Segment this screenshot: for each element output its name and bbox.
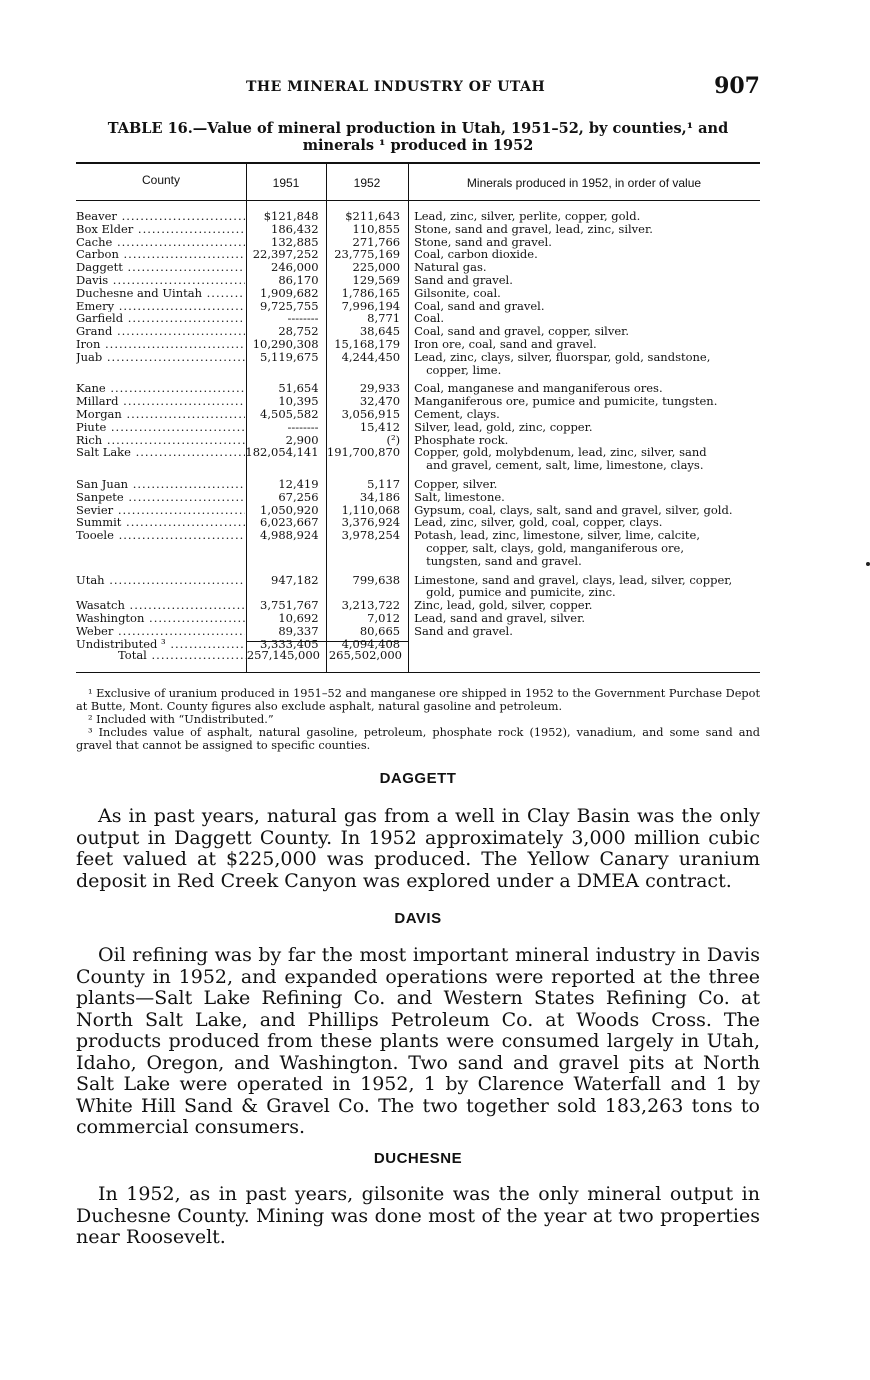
table-row <box>76 274 760 287</box>
value-1951-cell: 12,419 <box>278 476 319 491</box>
minerals-line: Coal, manganese and manganiferous ores. <box>414 381 663 396</box>
county-cell: Emery ..... <box>76 300 245 313</box>
value-1951-cell: 3,751,767 <box>260 598 319 613</box>
table-row <box>76 529 760 567</box>
value-1951-cell: 186,432 <box>271 221 319 236</box>
minerals-line: Stone, sand and gravel. <box>414 234 552 249</box>
county-cell: Box Elder ..... <box>76 223 245 236</box>
minerals-cell <box>404 612 760 625</box>
county-cell: Carbon ..... <box>76 248 245 261</box>
minerals-cell <box>404 274 760 287</box>
minerals-cell <box>404 287 760 300</box>
minerals-line: Potash, lead, zinc, limestone, silver, lime, calcite, <box>414 528 700 543</box>
county-cell: Iron ..... <box>76 338 245 351</box>
county-cell: Rich ..... <box>76 434 245 447</box>
minerals-line: Salt, limestone. <box>414 489 505 504</box>
value-1952-cell: 38,645 <box>359 324 401 339</box>
page-header <box>76 73 760 103</box>
county-cell: Kane ..... <box>76 382 245 395</box>
value-1951-cell: 67,256 <box>278 489 319 504</box>
column-header-minerals: Minerals produced in 1952, in order of value <box>466 176 702 190</box>
minerals-line: gold, pumice and pumicite, zinc. <box>426 585 616 600</box>
minerals-cell <box>404 408 760 421</box>
county-cell: Grand ..... <box>76 325 245 338</box>
value-1952-cell: 271,766 <box>352 234 401 249</box>
county-cell: Morgan ..... <box>76 408 245 421</box>
table-row <box>76 223 760 236</box>
minerals-line: Iron ore, coal, sand and gravel. <box>414 336 597 351</box>
county-cell: Cache ..... <box>76 236 245 249</box>
county-cell: Salt Lake ..... <box>76 446 245 472</box>
county-cell: Daggett ..... <box>76 261 245 274</box>
table-row <box>76 287 760 300</box>
footnote-3: ³ Includes value of asphalt, natural gasoline, petroleum, phosphate rock (1952), vanadium, and some sand and gravel that cannot be assigned to specific counties. <box>76 726 760 752</box>
value-1951-cell: 6,023,667 <box>260 515 319 530</box>
minerals-line: Silver, lead, gold, zinc, copper. <box>414 419 593 434</box>
column-header-1951: 1951 <box>272 176 300 190</box>
running-head: THE MINERAL INDUSTRY OF UTAH <box>246 79 546 95</box>
county-cell: Juab ..... <box>76 351 245 377</box>
total-label: Total ..... <box>76 648 246 662</box>
minerals-cell <box>404 478 760 491</box>
minerals-line: Manganiferous ore, pumice and pumicite, tungsten. <box>414 394 718 409</box>
table-row <box>76 210 760 223</box>
value-1952-cell: 3,376,924 <box>341 515 401 530</box>
table-row <box>76 351 760 377</box>
value-1952-cell: 1,110,068 <box>341 502 401 517</box>
county-cell: Beaver ..... <box>76 210 245 223</box>
table-body <box>76 210 760 650</box>
minerals-cell <box>404 574 760 600</box>
value-1952-cell: 5,117 <box>367 476 401 491</box>
county-cell: Summit ..... <box>76 516 245 529</box>
value-1952-cell: 15,412 <box>359 419 401 434</box>
table-row <box>76 408 760 421</box>
county-cell: Sevier ..... <box>76 504 245 517</box>
value-1951-cell: 10,692 <box>278 610 319 625</box>
minerals-line: Natural gas. <box>414 260 487 275</box>
minerals-line: Limestone, sand and gravel, clays, lead, silver, copper, <box>414 572 733 587</box>
value-1951-cell: 10,395 <box>278 394 319 409</box>
column-header-1952: 1952 <box>353 176 381 190</box>
value-1951-cell: 22,397,252 <box>252 247 319 262</box>
table-head-rule <box>76 200 760 201</box>
section-heading-daggett: DAGGETT <box>379 770 457 787</box>
minerals-cell <box>404 210 760 223</box>
county-cell: Garfield ..... <box>76 312 245 325</box>
table-row <box>76 478 760 491</box>
footnote-2: ² Included with “Undistributed.” <box>88 713 274 726</box>
minerals-line: Zinc, lead, gold, silver, copper. <box>414 598 593 613</box>
minerals-line: and gravel, cement, salt, lime, limestone, clays. <box>426 458 704 473</box>
value-1952-cell: 799,638 <box>352 572 401 587</box>
table-bottom-rule <box>76 672 760 673</box>
value-1952-cell: 23,775,169 <box>334 247 401 262</box>
value-1951-cell: $121,848 <box>263 209 319 223</box>
county-cell: Washington ..... <box>76 612 245 625</box>
minerals-line: copper, lime. <box>426 362 502 377</box>
total-row <box>76 648 760 662</box>
value-1952-cell: 7,996,194 <box>341 298 401 313</box>
value-1952-cell: 1,786,165 <box>341 285 401 300</box>
value-1951-cell: 86,170 <box>278 272 319 287</box>
value-1951-cell: 132,885 <box>271 234 319 249</box>
value-1951-cell: 3,333,405 <box>260 636 319 651</box>
table-row <box>76 421 760 434</box>
county-cell: Davis ..... <box>76 274 245 287</box>
value-1952-cell: 80,665 <box>359 623 401 638</box>
value-1952-cell: 225,000 <box>352 260 401 275</box>
value-1951-cell: 1,909,682 <box>260 285 319 300</box>
section-heading-davis: DAVIS <box>394 910 442 927</box>
value-1951-cell: 1,050,920 <box>260 502 319 517</box>
minerals-line: tungsten, sand and gravel. <box>426 553 582 568</box>
minerals-line: Stone, sand and gravel, lead, zinc, silver. <box>414 221 653 236</box>
value-1952-cell: 15,168,179 <box>334 336 401 351</box>
value-1952-cell: (²) <box>386 432 401 447</box>
table-row <box>76 612 760 625</box>
county-cell: Wasatch ..... <box>76 599 245 612</box>
section-text-daggett: As in past years, natural gas from a well in Clay Basin was the only output in Daggett County. In 1952 approximately 3,000 million cubic feet valued at $225,000 was produced. The Yellow Canary uranium deposit in Red Creek Canyon was explored under a DMEA contract. <box>76 805 760 892</box>
value-1952-cell: 3,978,254 <box>341 528 401 543</box>
table-row <box>76 574 760 600</box>
county-cell: San Juan ..... <box>76 478 245 491</box>
section-heading-duchesne: DUCHESNE <box>373 1150 463 1167</box>
minerals-line: Sand and gravel. <box>414 623 513 638</box>
table-row <box>76 599 760 612</box>
value-1952-cell: 3,056,915 <box>341 406 401 421</box>
minerals-line: Coal. <box>414 311 445 326</box>
value-1951-cell: 182,054,141 <box>245 445 319 460</box>
county-cell: Millard ..... <box>76 395 245 408</box>
minerals-line: Gypsum, coal, clays, salt, sand and gravel, silver, gold. <box>414 502 733 517</box>
minerals-line: Cement, clays. <box>414 406 500 421</box>
minerals-line: Lead, sand and gravel, silver. <box>414 610 585 625</box>
value-1952-cell: 8,771 <box>367 311 401 326</box>
county-cell: Utah ..... <box>76 574 245 600</box>
minerals-cell <box>404 491 760 504</box>
minerals-cell <box>404 300 760 313</box>
table-title <box>76 120 760 154</box>
minerals-cell <box>404 223 760 236</box>
footnote-1: ¹ Exclusive of uranium produced in 1951–52 and manganese ore shipped in 1952 to the Government Purchase Depot at Butte, Mont. County figures also exclude asphalt, natural gasoline and petroleum. <box>76 687 760 713</box>
minerals-cell <box>404 338 760 351</box>
value-1952-cell: 34,186 <box>359 489 401 504</box>
value-1951-cell: 89,337 <box>278 623 319 638</box>
value-1952-cell: 191,700,870 <box>326 445 401 460</box>
value-1951-cell: -------- <box>287 311 319 326</box>
value-1951-cell: 9,725,755 <box>260 298 319 313</box>
column-header-county: County <box>141 173 181 187</box>
value-1951-cell: 10,290,308 <box>252 336 319 351</box>
total-1951: 257,145,000 <box>246 648 320 662</box>
footnotes <box>76 687 760 752</box>
minerals-cell <box>404 446 760 472</box>
minerals-line: Coal, sand and gravel, copper, silver. <box>414 324 630 339</box>
county-cell: Weber ..... <box>76 625 245 638</box>
county-cell: Piute ..... <box>76 421 245 434</box>
value-1951-cell: 51,654 <box>278 381 319 396</box>
table-row <box>76 446 760 472</box>
minerals-cell <box>404 625 760 638</box>
section-text-davis: Oil refining was by far the most important mineral industry in Davis County in 1952, and expanded operations were reported at the three plants—Salt Lake Refining Co. and Western States Refining Co. at North Salt Lake, and Phillips Petroleum Co. at Woods Cross. The products produced from these plants were consumed largely in Utah, Idaho, Oregon, and Washington. Two sand and gravel pits at North Salt Lake were operated in 1952, 1 by Clarence Waterfall and 1 by White Hill Sand & Gravel Co. The two together sold 183,263 tons to commercial consumers. <box>76 944 760 1138</box>
value-1952-cell: 129,569 <box>352 272 401 287</box>
value-1952-cell: $211,643 <box>345 209 401 223</box>
table-top-rule <box>76 162 760 164</box>
value-1952-cell: 4,244,450 <box>341 349 401 364</box>
county-cell: Duchesne and Uintah ..... <box>76 287 245 300</box>
value-1951-cell: 4,988,924 <box>260 528 319 543</box>
table-row <box>76 625 760 638</box>
minerals-line: Gilsonite, coal. <box>414 285 501 300</box>
value-1951-cell: 2,900 <box>285 432 319 447</box>
minerals-line: Phosphate rock. <box>414 432 509 447</box>
minerals-line: Coal, sand and gravel. <box>414 298 545 313</box>
minerals-line: Lead, zinc, silver, perlite, copper, gold. <box>414 209 641 223</box>
minerals-line: Sand and gravel. <box>414 272 513 287</box>
table-row <box>76 491 760 504</box>
value-1951-cell: -------- <box>287 419 319 434</box>
print-speck <box>866 562 870 566</box>
minerals-line: copper, salt, clays, gold, manganiferous ore, <box>426 540 685 555</box>
value-1951-cell: 28,752 <box>278 324 319 339</box>
value-1951-cell: 5,119,675 <box>260 349 319 364</box>
page-number: 907 <box>714 73 760 99</box>
minerals-line: Lead, zinc, clays, silver, fluorspar, gold, sandstone, <box>414 349 711 364</box>
minerals-line: Coal, carbon dioxide. <box>414 247 538 262</box>
minerals-cell <box>404 351 760 377</box>
value-1951-cell: 4,505,582 <box>260 406 319 421</box>
county-cell: Undistributed ³ ..... <box>76 638 245 651</box>
minerals-line: Copper, silver. <box>414 476 498 491</box>
value-1952-cell: 4,094,408 <box>341 636 401 651</box>
minerals-cell <box>404 421 760 434</box>
value-1951-cell: 947,182 <box>271 572 319 587</box>
total-1952: 265,502,000 <box>328 648 402 662</box>
table-title-line-2: minerals ¹ produced in 1952 <box>302 137 534 154</box>
table-title-line-1: TABLE 16.—Value of mineral production in Utah, 1951–52, by counties,¹ and <box>107 120 729 137</box>
value-1952-cell: 3,213,722 <box>341 598 401 613</box>
value-1952-cell: 32,470 <box>359 394 401 409</box>
value-1952-cell: 110,855 <box>352 221 401 236</box>
value-1952-cell: 29,933 <box>359 381 401 396</box>
county-cell: Tooele ..... <box>76 529 245 567</box>
value-1951-cell: 246,000 <box>271 260 319 275</box>
value-1952-cell: 7,012 <box>367 610 401 625</box>
county-cell: Sanpete ..... <box>76 491 245 504</box>
table-row <box>76 338 760 351</box>
minerals-line: Lead, zinc, silver, gold, coal, copper, clays. <box>414 515 663 530</box>
minerals-line: Copper, gold, molybdenum, lead, zinc, silver, sand <box>414 445 707 460</box>
minerals-cell <box>404 599 760 612</box>
section-text-duchesne: In 1952, as in past years, gilsonite was the only mineral output in Duchesne County. Mining was done most of the year at two properties near Roosevelt. <box>76 1183 760 1248</box>
minerals-cell <box>404 529 760 567</box>
